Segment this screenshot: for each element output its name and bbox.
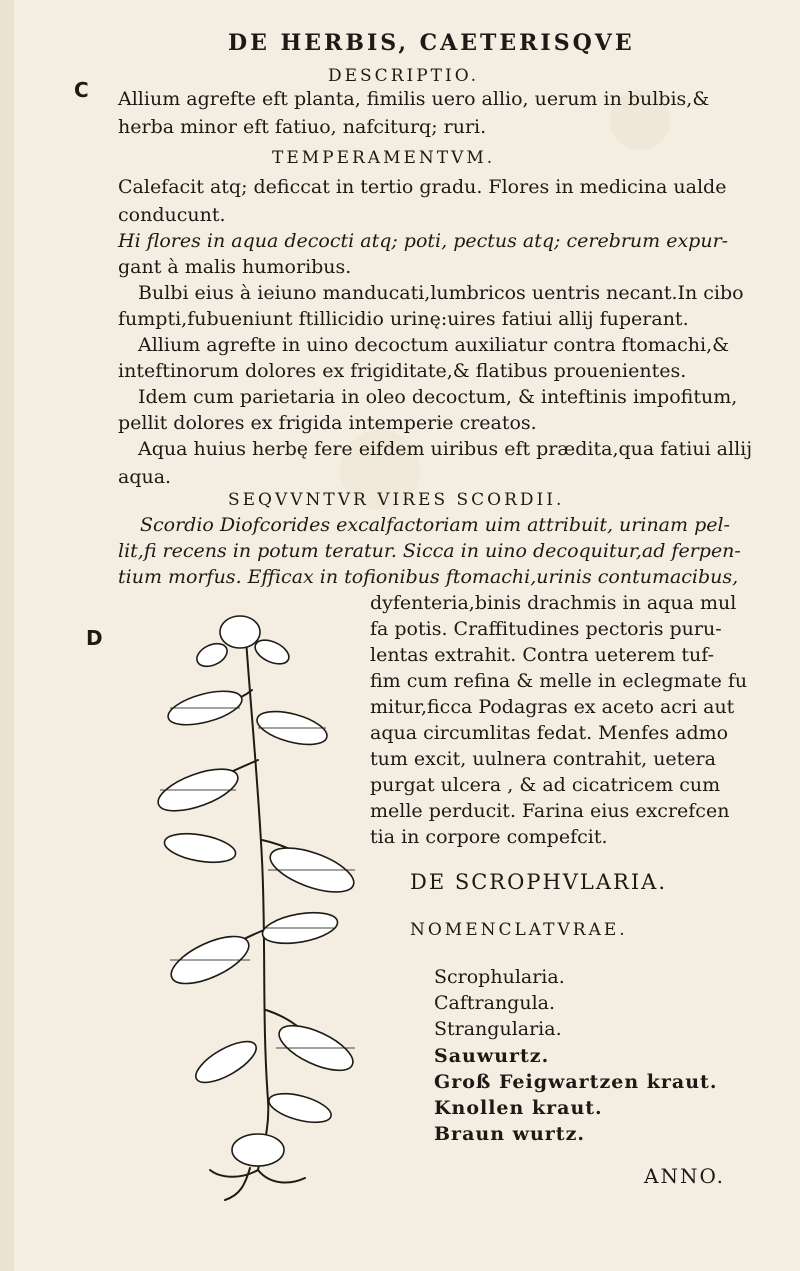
text-line: Allium agrefte eft planta, fimilis uero allio, uerum in bulbis,&: [118, 88, 710, 110]
text-line: Allium agrefte in uino decoctum auxiliatur contra ftomachi,&: [138, 334, 730, 356]
text-line: Scordio Diofcorides excalfactoriam uim attribuit, urinam pel-: [140, 514, 730, 536]
catchword: ANNO.: [644, 1164, 726, 1188]
text-line: mitur,ficca Podagras ex aceto acri aut: [370, 696, 735, 718]
text-line: Aqua huius herbę fere eifdem uiribus eft prædita,qua fatiui allij: [138, 438, 753, 460]
chapter-title-scrophularia: DE SCROPHVLARIA.: [410, 870, 667, 894]
text-line: tia in corpore compefcit.: [370, 826, 608, 848]
text-line: Idem cum parietaria in oleo decoctum, & inteftinis impofitum,: [138, 386, 738, 408]
plant-name-latin: Scrophularia.: [434, 966, 565, 988]
plant-name-german: Braun wurtz.: [434, 1123, 585, 1145]
text-line: melle perducit. Farina eius excrefcen: [370, 800, 730, 822]
text-line: fa potis. Craffitudines pectoris puru-: [370, 618, 722, 640]
plant-name-latin: Strangularia.: [434, 1018, 562, 1040]
plant-name-german: Groß Feigwartzen kraut.: [434, 1071, 718, 1093]
text-line: pellit dolores ex frigida intemperie creatos.: [118, 412, 537, 434]
section-heading-nomenclaturae: NOMENCLATVRAE.: [410, 920, 628, 940]
section-heading-temperamentum: TEMPERAMENTVM.: [272, 148, 496, 168]
text-line: tium morfus. Efficax in tofionibus ftomachi,urinis contumacibus,: [118, 566, 739, 588]
text-line: lit,fi recens in potum teratur. Sicca in uino decoquitur,ad ferpen-: [118, 540, 741, 562]
text-line: Calefacit atq; deficcat in tertio gradu. Flores in medicina ualde: [118, 176, 727, 198]
text-line: aqua.: [118, 466, 172, 488]
text-line: Bulbi eius à ieiuno manducati,lumbricos uentris necant.In cibo: [138, 282, 744, 304]
section-heading-scordium: SEQVVNTVR VIRES SCORDII.: [228, 490, 565, 510]
plant-name-latin: Caftrangula.: [434, 992, 556, 1014]
text-line: fumpti,fubueniunt ftillicidio urinę:uires fatiui allij fuperant.: [118, 308, 689, 330]
margin-letter-d: D: [86, 626, 103, 650]
running-head: DE HERBIS, CAETERISQVE: [228, 30, 635, 56]
text-line: gant à malis humoribus.: [118, 256, 352, 278]
section-heading-descriptio: DESCRIPTIO.: [328, 66, 480, 86]
text-line: conducunt.: [118, 204, 226, 226]
text-line: inteftinorum dolores ex frigiditate,& flatibus prouenientes.: [118, 360, 687, 382]
text-line: purgat ulcera , & ad cicatricem cum: [370, 774, 721, 796]
margin-letter-c: C: [74, 78, 89, 102]
plant-name-german: Knollen kraut.: [434, 1097, 603, 1119]
text-line: tum excit, uulnera contrahit, uetera: [370, 748, 716, 770]
text-line: Hi flores in aqua decocti atq; poti, pectus atq; cerebrum expur-: [118, 230, 729, 252]
text-line: herba minor eft fatiuo, nafciturq; ruri.: [118, 116, 487, 138]
text-line: dyfenteria,binis drachmis in aqua mul: [370, 592, 737, 614]
text-line: lentas extrahit. Contra ueterem tuf-: [370, 644, 715, 666]
plant-name-german: Sauwurtz.: [434, 1045, 550, 1067]
text-line: aqua circumlitas fedat. Menfes admo: [370, 722, 729, 744]
text-line: fim cum refina & melle in eclegmate fu: [370, 670, 748, 692]
